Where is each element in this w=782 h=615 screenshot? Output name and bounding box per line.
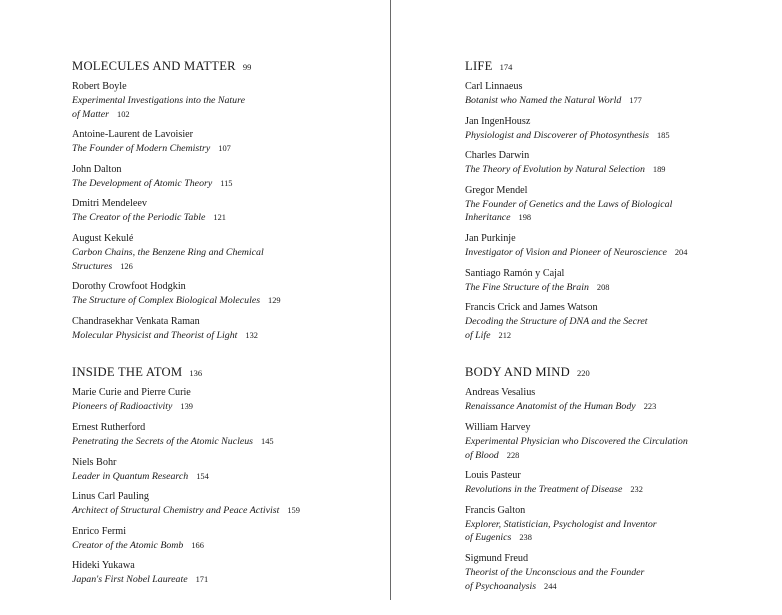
entry-name: Jan Purkinje xyxy=(465,232,516,244)
entry-name: Gregor Mendel xyxy=(465,184,528,196)
toc-entry xyxy=(72,489,372,518)
entry-description-text: Molecular Physicist and Theorist of Light xyxy=(72,329,238,341)
entry-page-number: 208 xyxy=(596,282,610,292)
entry-description-line xyxy=(72,400,372,414)
entry-page-number: 115 xyxy=(220,178,233,188)
entry-description-line xyxy=(465,315,765,329)
toc-entry xyxy=(465,503,765,545)
entry-page-number: 198 xyxy=(518,213,532,223)
entry-page-number: 232 xyxy=(630,485,643,495)
entry-description-text: Experimental Physician who Discovered the Circulation xyxy=(465,435,688,447)
entry-description-text: The Development of Atomic Theory xyxy=(72,177,213,189)
entry-description-text: Structures xyxy=(72,260,113,272)
entry-description-line xyxy=(72,94,372,108)
entry-name: Hideki Yukawa xyxy=(72,560,135,572)
left-page xyxy=(72,58,372,609)
entry-name: Niels Bohr xyxy=(72,456,117,468)
section-page-number: 220 xyxy=(576,368,590,379)
section-page-number: 174 xyxy=(499,62,513,72)
page-gutter xyxy=(390,0,391,600)
entry-description-line xyxy=(72,211,372,225)
entry-description-line xyxy=(465,94,765,108)
toc-entry xyxy=(465,114,765,143)
toc-entry xyxy=(72,385,372,414)
entry-page-number: 121 xyxy=(213,213,226,223)
entry-description-text: The Creator of the Periodic Table xyxy=(72,212,206,224)
entry-name: Ernest Rutherford xyxy=(72,421,146,433)
entry-description-text: of Life xyxy=(465,329,491,341)
entry-page-number: 145 xyxy=(261,436,274,446)
section-heading xyxy=(72,58,372,75)
toc-entry xyxy=(465,266,765,295)
entry-description-line xyxy=(72,329,372,343)
entry-name: Charles Darwin xyxy=(465,150,530,162)
toc-section xyxy=(465,364,765,593)
section-title: BODY AND MIND xyxy=(465,365,570,380)
entry-name: Carl Linnaeus xyxy=(465,81,523,92)
entry-description-text: of Psychoanalysis xyxy=(465,580,537,592)
entry-name: William Harvey xyxy=(465,421,531,433)
entry-page-number: 129 xyxy=(268,296,281,306)
entry-name: Enrico Fermi xyxy=(72,525,127,537)
entry-description-text: The Founder of Modern Chemistry xyxy=(72,143,211,155)
entry-description-text: Investigator of Vision and Pioneer of Neuroscience xyxy=(465,246,667,258)
toc-entry xyxy=(465,79,765,108)
entry-description-text: Inheritance xyxy=(465,212,511,224)
entry-description-text: Leader in Quantum Research xyxy=(72,470,189,482)
entry-description-text: of Matter xyxy=(72,108,110,120)
entry-name: Dorothy Crowfoot Hodgkin xyxy=(72,281,186,293)
entry-name: Santiago Ramón y Cajal xyxy=(465,267,565,279)
entry-description-text: of Eugenics xyxy=(465,532,512,544)
entry-description-text: Decoding the Structure of DNA and the Secret xyxy=(465,316,648,328)
entry-description-line xyxy=(72,539,372,553)
entry-description-line xyxy=(465,163,765,177)
entry-description-line xyxy=(465,518,765,532)
entry-description-text: Physiologist and Discoverer of Photosynthesis xyxy=(465,129,649,141)
toc-section xyxy=(72,364,372,587)
toc-entry xyxy=(72,162,372,191)
entry-page-number: 126 xyxy=(120,261,133,271)
entry-description-text: Renaissance Anatomist of the Human Body xyxy=(465,401,636,413)
toc-entry xyxy=(72,314,372,343)
entry-page-number: 166 xyxy=(191,540,204,550)
entry-description-text: of Blood xyxy=(465,449,499,461)
entry-description-line xyxy=(465,211,765,225)
entry-page-number: 228 xyxy=(506,450,520,460)
entry-description-line xyxy=(465,281,765,295)
toc-entry xyxy=(465,231,765,260)
toc-entry xyxy=(465,385,765,414)
entry-description-line xyxy=(72,504,372,518)
section-title: INSIDE THE ATOM xyxy=(72,365,183,380)
section-heading xyxy=(72,364,372,381)
entry-page-number: 107 xyxy=(218,144,231,154)
entry-page-number: 132 xyxy=(245,330,258,340)
entry-description-line xyxy=(72,260,372,274)
entry-name: Robert Boyle xyxy=(72,81,127,92)
entry-page-number: 159 xyxy=(287,506,300,516)
entry-description-line xyxy=(465,129,765,143)
toc-entry xyxy=(465,300,765,342)
entry-description-line xyxy=(465,580,765,594)
entry-name: Linus Carl Pauling xyxy=(72,491,149,503)
entry-description-text: Explorer, Statistician, Psychologist and Inventor xyxy=(465,518,657,530)
entry-description-line xyxy=(72,435,372,449)
entry-page-number: 154 xyxy=(196,471,209,481)
entry-name: Marie Curie and Pierre Curie xyxy=(72,387,191,399)
entry-page-number: 223 xyxy=(643,402,657,412)
entry-description-line xyxy=(465,531,765,545)
toc-entry xyxy=(72,127,372,156)
entry-description-text: Revolutions in the Treatment of Disease xyxy=(465,484,623,496)
entry-page-number: 185 xyxy=(656,130,670,140)
entry-page-number: 238 xyxy=(519,533,532,543)
entry-description-text: Botanist who Named the Natural World xyxy=(465,95,622,106)
toc-section xyxy=(465,58,765,342)
section-heading xyxy=(465,364,765,381)
entry-description-text: The Theory of Evolution by Natural Selection xyxy=(465,164,645,176)
entry-name: Francis Galton xyxy=(465,504,526,516)
entry-name: Sigmund Freud xyxy=(465,552,529,564)
toc-entry xyxy=(72,524,372,553)
right-page xyxy=(465,58,765,615)
toc-entry xyxy=(465,420,765,462)
entry-page-number: 244 xyxy=(544,581,557,591)
entry-description-line xyxy=(72,177,372,191)
entry-name: Antoine-Laurent de Lavoisier xyxy=(72,129,194,141)
entry-description-text: Creator of the Atomic Bomb xyxy=(72,539,184,551)
entry-page-number: 171 xyxy=(195,575,209,585)
toc-entry xyxy=(72,196,372,225)
entry-description-text: Pioneers of Radioactivity xyxy=(72,401,173,413)
entry-description-text: Japan's First Nobel Laureate xyxy=(72,574,188,586)
entry-name: Chandrasekhar Venkata Raman xyxy=(72,315,200,327)
toc-entry xyxy=(465,551,765,593)
section-heading xyxy=(465,58,765,75)
toc-entry xyxy=(72,455,372,484)
entry-name: Andreas Vesalius xyxy=(465,387,536,399)
entry-name: Francis Crick and James Watson xyxy=(465,302,598,314)
entry-description-text: The Founder of Genetics and the Laws of Biological xyxy=(465,198,673,210)
entry-name: August Kekulé xyxy=(72,232,134,244)
entry-page-number: 204 xyxy=(674,247,688,257)
entry-page-number: 102 xyxy=(117,109,130,119)
entry-description-line xyxy=(465,246,765,260)
entry-description-text: Carbon Chains, the Benzene Ring and Chemical xyxy=(72,246,264,258)
entry-name: Louis Pasteur xyxy=(465,470,521,482)
entry-description-text: The Fine Structure of the Brain xyxy=(465,281,589,293)
entry-description-line xyxy=(465,198,765,212)
entry-page-number: 177 xyxy=(629,96,642,105)
toc-entry xyxy=(72,279,372,308)
entry-description-line xyxy=(72,142,372,156)
entry-description-line xyxy=(465,329,765,343)
entry-description-text: Architect of Structural Chemistry and Peace Activist xyxy=(72,505,280,517)
entry-description-line xyxy=(72,108,372,122)
entry-description-text: Experimental Investigations into the Nature xyxy=(72,95,245,106)
toc-entry xyxy=(465,468,765,497)
section-title: LIFE xyxy=(465,59,493,73)
entry-description-line xyxy=(72,470,372,484)
entry-page-number: 139 xyxy=(180,402,193,412)
toc-entry xyxy=(72,231,372,273)
toc-entry xyxy=(465,148,765,177)
entry-description-text: Theorist of the Unconscious and the Founder xyxy=(465,566,645,578)
entry-name: John Dalton xyxy=(72,163,122,175)
entry-name: Jan IngenHousz xyxy=(465,115,531,127)
toc-entry xyxy=(465,183,765,225)
entry-description-text: The Structure of Complex Biological Molecules xyxy=(72,295,261,307)
entry-description-line xyxy=(72,246,372,260)
entry-description-line xyxy=(465,400,765,414)
entry-page-number: 189 xyxy=(652,165,666,175)
entry-description-line xyxy=(465,483,765,497)
section-page-number: 136 xyxy=(189,368,203,379)
entry-description-line xyxy=(465,566,765,580)
entry-name: Dmitri Mendeleev xyxy=(72,198,147,210)
section-title: MOLECULES AND MATTER xyxy=(72,59,236,73)
entry-description-line xyxy=(465,449,765,463)
entry-page-number: 212 xyxy=(498,330,512,340)
entry-description-text: Penetrating the Secrets of the Atomic Nucleus xyxy=(72,435,253,447)
entry-description-line xyxy=(72,573,372,587)
section-page-number: 99 xyxy=(242,62,252,72)
toc-entry xyxy=(72,420,372,449)
toc-entry xyxy=(72,558,372,587)
toc-section xyxy=(72,58,372,342)
toc-entry xyxy=(72,79,372,121)
entry-description-line xyxy=(465,435,765,449)
entry-description-line xyxy=(72,294,372,308)
